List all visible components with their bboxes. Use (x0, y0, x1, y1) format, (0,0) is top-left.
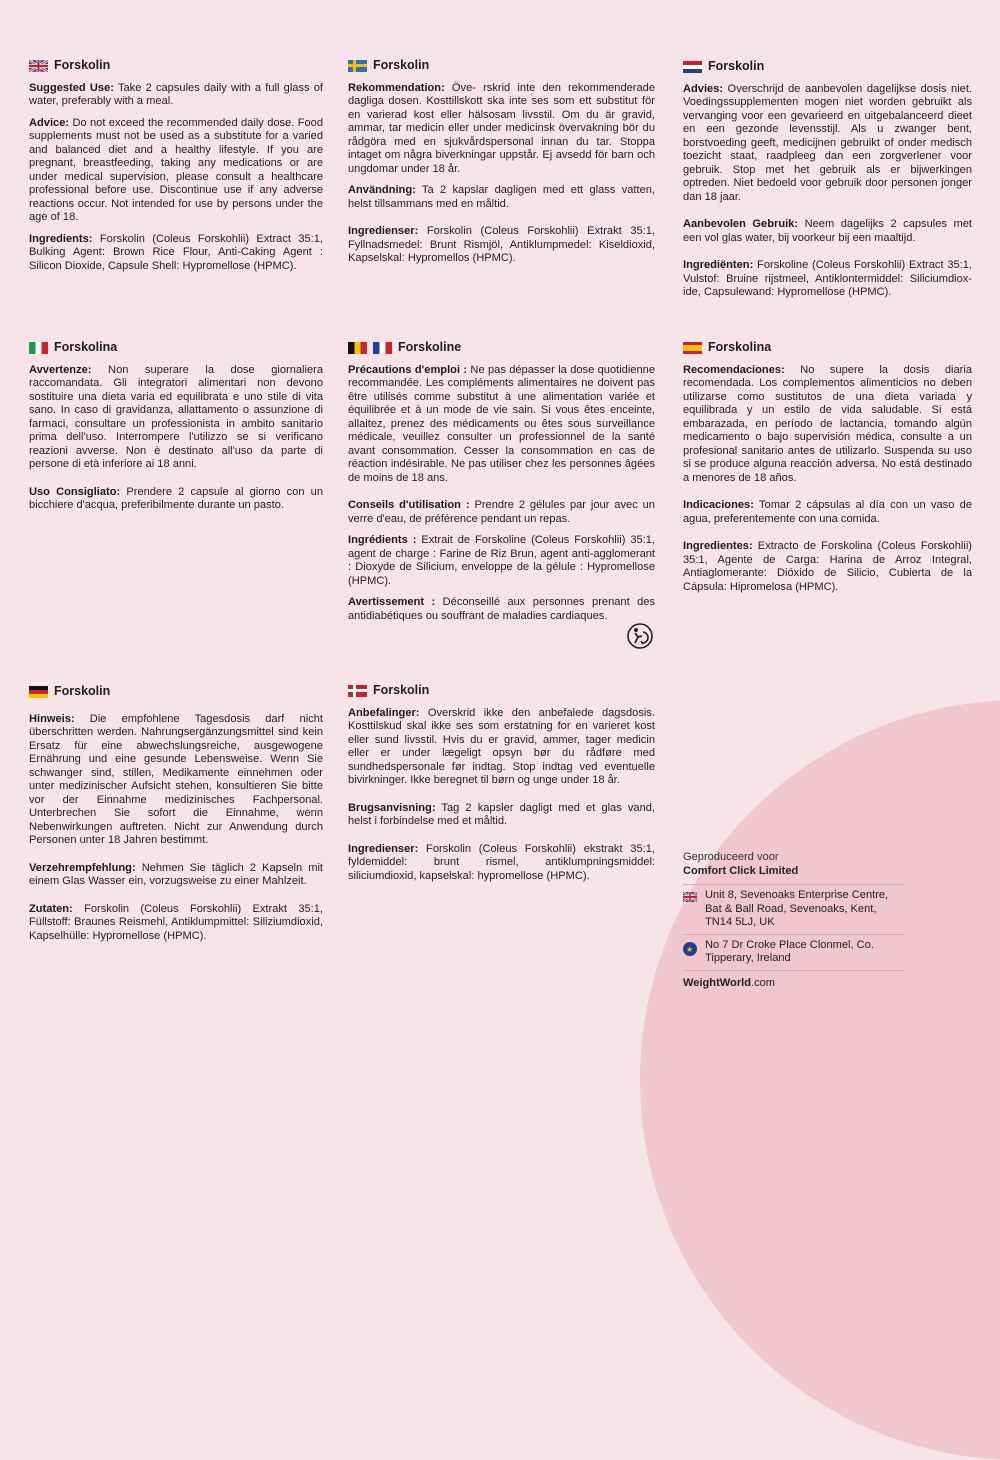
uk-address-row (683, 884, 905, 934)
card-title: Forskolin (373, 683, 430, 697)
usage-section: Verzehrempfehlung: Nehmen Sie täglich 2 Kapseln mit einem Glas Wasser ein, vorzugsweise zu einer Mahlzeit. (29, 861, 323, 887)
ingredients-section: Ingredienser: Forskolin (Coleus Forskohlii) Extrakt 35:1, Fyllnadsmedel: Brunt Rismjöl, Antiklumpmedel: Kiseldioxid, Kapselskal: Hypromellos (HPMC). (348, 225, 655, 264)
spain-flag-icon (683, 342, 702, 354)
italy-flag-icon (29, 342, 48, 354)
suggested-use-section: Suggested Use: Take 2 capsules daily with a full glass of water, preferably with a meal. (29, 81, 323, 107)
ingredients-section: Ingredients: Forskolin (Coleus Forskohlii) Extract 35:1, Bulking Agent: Brown Rice Flour, Anti-Caking Agent : Silicon Dioxide, Capsule Shell: Hypromellose (HPMC). (29, 232, 323, 272)
eu-address-row (683, 934, 905, 970)
uk-flag-icon (29, 60, 48, 72)
eu-flag-icon (683, 942, 697, 956)
sweden-flag-icon (348, 60, 367, 72)
netherlands-flag-icon (683, 61, 702, 73)
usage-section: Brugsanvisning: Tag 2 kapsler dagligt med et glas vand, helst i forbindelse med et måltid. (348, 801, 655, 827)
card-header (683, 60, 972, 74)
card-german (29, 685, 323, 951)
belgium-flag-icon (348, 342, 367, 354)
card-title: Forskolin (54, 58, 111, 72)
ingredients-section: Ingredienser: Forskolin (Coleus Forskohlii) ekstrakt 35:1, fyldemiddel: brunt rismel, antiklumpningsmiddel: siliciumdioxid, kapselskal: hypromellose (HPMC). (348, 842, 655, 882)
usage-section: Indicaciones: Tomar 2 cápsulas al día con un vaso de agua, preferentemente con una comida. (683, 499, 972, 525)
card-header (348, 341, 655, 355)
advice-section: Advies: Overschrijd de aanbevolen dagelijkse dosis niet. Voedingssupplementen mogen niet worden gebruikt als vervanging voor een gevarieerd en uitgebalanceerd dieet en een gezonde levensstijl. Als u zwanger bent, borstvoeding geeft, medicijnen gebruikt of onder medisch toezicht staat, raadpleeg dan een zorgverlener voor gebruik. Stop met het gebruik als er bijwerkingen optreden. Niet bedoeld voor gebruik door personen jonger dan 18 jaar. (683, 82, 972, 203)
card-title: Forskoline (398, 340, 462, 354)
germany-flag-icon (29, 686, 48, 698)
card-swedish (348, 59, 655, 274)
denmark-flag-icon (348, 685, 367, 697)
card-title: Forskolina (708, 340, 772, 354)
usage-section: Conseils d'utilisation : Prendre 2 gélules par jour avec un verre d'eau, de préférence pendant un repas. (348, 499, 655, 525)
ingredients-section: Ingrediënten: Forskoline (Coleus Forskohlii) Extract 35:1, Vulstof: Bruine rijstmeel, Antiklontermiddel: Siliciumdiox-ide, Capsulewand: Hypromellose (HPMC). (683, 259, 972, 298)
usage-section: Aanbevolen Gebruik: Neem dagelijks 2 capsules met een vol glas water, bij voorkeur bij een maaltijd. (683, 218, 972, 244)
card-header (29, 685, 323, 699)
ingredients-section: Zutaten: Forskolin (Coleus Forskohlii) Extrakt 35:1, Füllstoff: Braunes Reismehl, Antiklumpmittel: Siliziumdioxid, Kapselhülle: Hypromellose (HPMC). (29, 902, 323, 942)
ingredients-section: Ingredientes: Extracto de Forskolina (Coleus Forskohlii) 35:1, Agente de Carga: Harina de Arroz Integral, Antiaglomerante: Dióxido de Silicio, Cubierta de la Cápsula: Hipromelosa (HPMC). (683, 540, 972, 593)
france-flag-icon (373, 342, 392, 354)
card-spanish (683, 341, 972, 602)
precautions-section: Précautions d'emploi : Ne pas dépasser la dose quotidienne recommandée. Les compléments alimentaires ne doivent pas être utilisés comme substitut à une alimentation variée et équilibrée et à un mode de vie sain. Si vous êtes enceinte, allaitez, prenez des médicaments ou êtes sous surveillance médicale, veuillez consulter un professionnel de la santé avant consommation. Cesser la consommation en cas de réaction indésirable. Ne pas utiliser chez les personnes âgées de moins de 18 ans. (348, 363, 655, 484)
advice-section: Advice: Do not exceed the recommended daily dose. Food supplements must not be used as a substitute for a varied and balanced diet and a healthy lifestyle. If you are pregnant, breastfeeding, taking any medications or are under medical supervision, please consult a healthcare professional before use. Discontinue use if any adverse reactions occur. Not intended for use by persons under the age of 18. (29, 116, 323, 223)
usage-section: Uso Consigliato: Prendere 2 capsule al giorno con un bicchiere d'acqua, preferibilmente durante un pasto. (29, 485, 323, 511)
recommendation-section: Rekommendation: Öve- rskrid inte den rekommenderade dagliga dosen. Kosttillskott ska inte ses som ett substitut för en varierad kost eller hälsosam livsstil. Om du är gravid, ammar, tar medicin eller under medicinsk övervakning bör du rådgöra med en sjukvårdspersonal innan du tar. Stoppa intaget om några biverkningar uppstår. Ej avsedd för barn och ungdomar under 18 år. (348, 81, 655, 175)
recommendations-section: Anbefalinger: Overskrid ikke den anbefalede dagsdosis. Kosttilskud skal ikke ses som erstatning for en varieret kost eller sund livsstil. Hvis du er gravid, ammer, tager medicin eller er under lægeligt opsyn bør du rådføre med sundhedspersonale før indtag. Stop indtag ved eventuelle bivirkninger. Ikke beregnet til børn og unge under 18 år. (348, 706, 655, 786)
warning-section: Avertissement : Déconseillé aux personnes prenant des antidiabétiques ou souffrant de maladies cardiaques. (348, 596, 656, 622)
manufacturer-info (683, 851, 905, 990)
note-section: Hinweis: Die empfohlene Tagesdosis darf nicht überschritten werden. Nahrungsergänzungsmittel sind kein Ersatz für eine abwechslungsreiche, ausgewogene Ernährung und eine gesunde Lebensweise. Wenn Sie schwanger sind, stillen, Medikamente einnehmen oder unter medizinischer Aufsicht stehen, konsultieren Sie bitte vor der Einnahme medizinisches Fachpersonal. Unterbrechen Sie sofort die Einnahme, wenn Nebenwirkungen auftreten. Nicht zur Anwendung durch Personen unter 18 Jahren bestimmt. (29, 712, 323, 846)
ingredients-section: Ingrédients : Extrait de Forskoline (Coleus Forskohlii) 35:1, agent de charge : Farine de Riz Brun, agent anti-agglomerant : Dioxyde de Silicium, enveloppe de la gélule : Hypromellose (HPMC). (348, 534, 655, 587)
uk-address: Unit 8, Sevenoaks Enterprise Centre, Bat & Ball Road, Sevenoaks, Kent, TN14 5LJ, UK (705, 889, 889, 928)
company-name: Comfort Click Limited (683, 864, 799, 877)
card-french (348, 341, 655, 631)
card-header (348, 684, 655, 698)
card-title: Forskolina (54, 340, 118, 354)
eu-address: No 7 Dr Croke Place Clonmel, Co. Tipperary, Ireland (705, 938, 874, 964)
card-title: Forskolin (708, 59, 765, 73)
card-header (29, 59, 323, 73)
card-danish (348, 684, 655, 891)
produced-for-label: Geproduceerd voor (683, 851, 779, 863)
card-header (348, 59, 655, 73)
card-italian (29, 341, 323, 521)
card-header (683, 341, 972, 355)
card-title: Forskolin (373, 58, 430, 72)
decorative-pink-circle (640, 700, 1000, 1460)
card-title: Forskolin (54, 684, 111, 698)
usage-section: Användning: Ta 2 kapslar dagligen med ett glass vatten, helst tillsammans med en måltid. (348, 184, 655, 210)
warnings-section: Avvertenze: Non superare la dose giornaliera raccomandata. Gli integratori alimentari non devono sostituire una dieta varia ed equilibrata e uno stile di vita sano. In caso di gravidanza, allattamento o assunzione di farmaci, consultare un professionista in ambito sanitario prima dell'uso. Interrompere l'utilizzo se si verificano reazioni avverse. Non è destinato all'uso da parte di persone di età inferiore ai 18 anni. (29, 363, 323, 470)
card-header (29, 341, 323, 355)
card-dutch (683, 60, 972, 308)
recommendations-section: Recomendaciones: No supere la dosis diaria recomendada. Los complementos alimenticios no deben utilizarse como sustitutos de una dieta variada y equilibrada y un estilo de vida saludable. Si está embarazada, en período de lactancia, tomando algún medicamento o bajo supervisión médica, consulte a un profesional sanitario antes de utilizarlo. Suspenda su uso si se produce alguna reacción adversa. No está destinado a menores de 18 años. (683, 363, 972, 484)
card-english (29, 59, 323, 281)
brand-website: WeightWorld.com (683, 970, 905, 991)
uk-flag-icon (683, 892, 697, 902)
triman-recycle-icon (626, 622, 654, 650)
